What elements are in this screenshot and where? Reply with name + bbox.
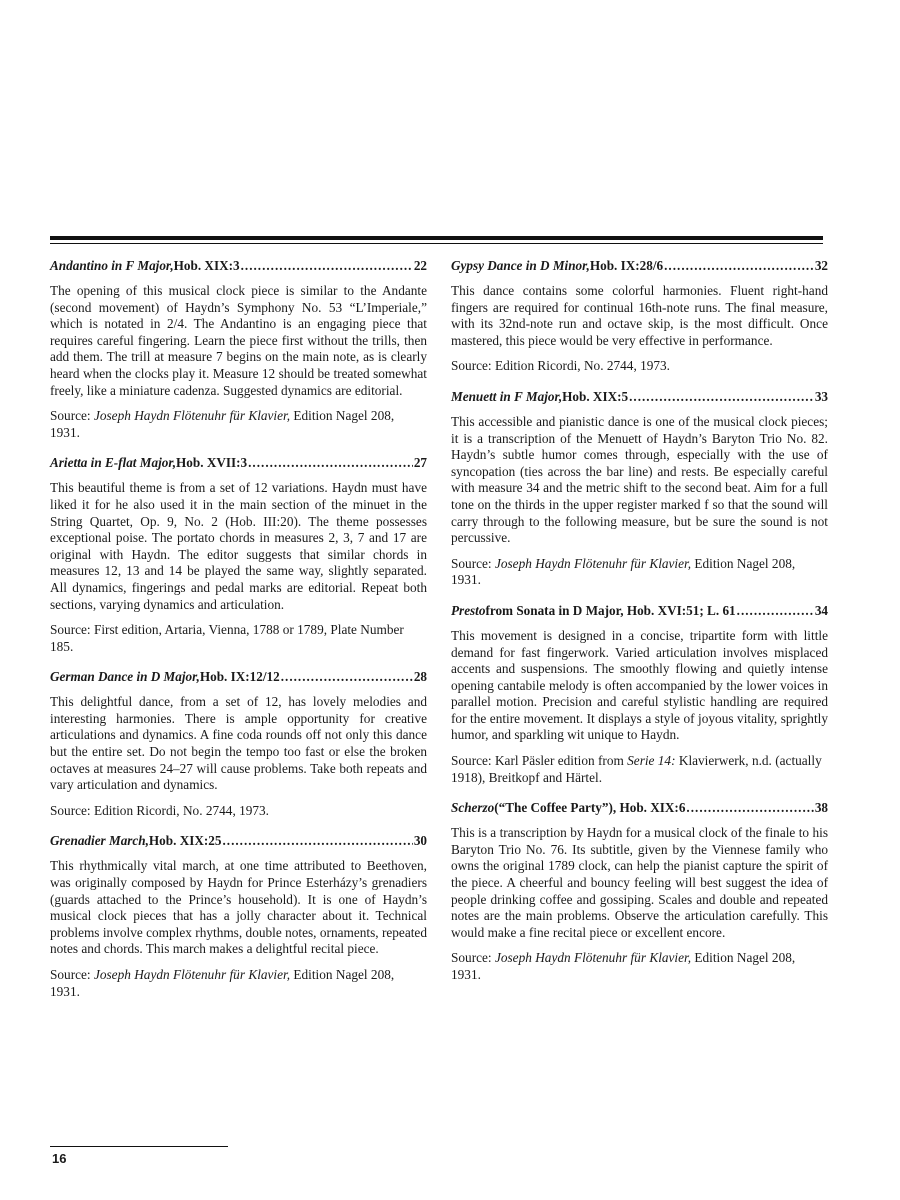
top-rule-thin (50, 243, 823, 244)
source-rest: Edition Nagel 208, 1931. (50, 408, 395, 440)
entry-heading (451, 800, 828, 816)
source-prefix: Source: (451, 555, 495, 571)
entry-heading (50, 455, 427, 471)
entry-page-number: 28 (413, 669, 427, 685)
dot-leader (686, 800, 813, 816)
source-prefix: Source: Edition Ricordi, No. 2744, 1973. (451, 358, 671, 374)
entry-title-italic: Presto (451, 602, 486, 618)
entry-page-number: 34 (814, 602, 828, 618)
entry-heading (451, 258, 828, 274)
entry-page-number: 38 (814, 800, 828, 816)
entry-source (451, 950, 828, 983)
entry-menuett (451, 389, 828, 589)
entry-page-number: 22 (413, 258, 427, 273)
entry-title-italic: Grenadier March, (50, 833, 149, 849)
entry-heading (451, 603, 828, 619)
entry-title-rest: Hob. IX:12/12 (199, 669, 280, 685)
entry-presto (451, 603, 828, 786)
entry-title-italic: Andantino in F Major, (50, 258, 174, 273)
page-number: 16 (52, 1151, 67, 1166)
entry-title-italic: Scherzo (451, 800, 495, 816)
entry-arietta (50, 455, 427, 655)
source-italic: Serie 14: (627, 753, 676, 769)
source-prefix: Source: Karl Päsler edition from (451, 753, 628, 769)
entry-title-rest: Hob. XIX:25 (148, 833, 222, 849)
entry-andantino (50, 258, 427, 441)
source-italic: Joseph Haydn Flötenuhr für Klavier, (494, 950, 692, 966)
entry-title-italic: Arietta in E-flat Major, (50, 455, 177, 471)
top-rule-thick (50, 236, 823, 240)
entry-grenadier-march (50, 833, 427, 1000)
entry-description: The opening of this musical clock piece is similar to the Andante (second movement) of Haydn’s Symphony No. 53 “L’Imperiale,” which is notated in 2/4. The Andantino is an engaging piece that requires careful fingering. Learn the piece first without the trills, then add them. The trill at measure 7 begins on the main note, as is clearly heard when the clocks play it. Measure 12 should be treated somewhat freely, like a miniature cadenza. Suggested dynamics are editorial. (50, 283, 427, 398)
source-rest: Edition Nagel 208, 1931. (50, 967, 395, 999)
entry-gypsy-dance (451, 258, 828, 375)
right-column (451, 258, 828, 998)
entry-description: This beautiful theme is from a set of 12 variations. Haydn must have liked it for he also used it in the main section of the minuet in the String Quartet, Op. 9, No. 2 (Hob. III:20). The theme possesses exceptional poise. The portato chords in measures 2, 3, 7 and 17 are original with Haydn. The editor suggests that similar chords in measures 12, 13 and 14 be played the same way, slightly separated. All dynamics, fingerings and pedal marks are editorial. Repeat both sections, varying dynamics and articulation. (50, 480, 427, 612)
entry-source (50, 803, 427, 820)
entry-title-rest: Hob. IX:28/6 (589, 258, 664, 273)
entry-description: This dance contains some colorful harmonies. Fluent right-hand fingers are required for continual 16th-note runs. The final measure, with its 32nd-note run and octave skip, is the most difficult. Once mastered, this piece would be very effective in performance. (451, 283, 828, 348)
source-italic: Joseph Haydn Flötenuhr für Klavier, (93, 408, 291, 424)
entry-page-number: 30 (413, 833, 427, 849)
entry-source (50, 622, 427, 655)
dot-leader (281, 669, 413, 685)
source-prefix: Source: (50, 408, 94, 424)
entry-heading (50, 669, 427, 685)
entry-page-number: 27 (413, 455, 427, 471)
entry-title-rest: (“The Coffee Party”), Hob. XIX:6 (494, 800, 686, 816)
dot-leader (241, 258, 413, 274)
source-prefix: Source: (50, 967, 94, 982)
entry-page-number: 33 (814, 388, 828, 404)
dot-leader (222, 833, 412, 849)
entry-scherzo (451, 800, 828, 983)
entry-description: This delightful dance, from a set of 12, has lovely melodies and interesting harmonies. There is ample opportunity for creative articulations and dynamics. A fine coda rounds off not only this dance but the entire set. Do not begin the tempo too fast or else the broken octaves at measures 24–27 will cause problems. Take both repeats and vary articulation and dynamics. (50, 694, 427, 793)
source-prefix: Source: Edition Ricordi, No. 2744, 1973. (50, 802, 270, 818)
source-rest: Klavierwerk, n.d. (actually 1918), Breitkopf and Härtel. (451, 753, 822, 785)
entry-source (451, 556, 828, 589)
dot-leader (248, 455, 413, 471)
entry-description: This is a transcription by Haydn for a musical clock of the finale to his Baryton Trio No. 76. Its subtitle, given by the Viennese family who owns the original 1789 clock, can help the pianist capture the spirit of the piece. A cheerful and bouncy feeling will best suggest the idea of people drinking coffee and gossiping. Scales and double and repeated notes are the main problems. Observe the articulation carefully. This would make a fine recital piece or excellent encore. (451, 825, 828, 940)
footer-rule (50, 1146, 228, 1147)
source-prefix: Source: First edition, Artaria, Vienna, 1788 or 1789, Plate Number 185. (50, 622, 404, 654)
entry-title-rest: Hob. XIX:3 (173, 258, 240, 273)
entry-heading (451, 389, 828, 405)
entry-title-rest: Hob. XIX:5 (562, 388, 629, 404)
entry-page-number: 32 (814, 258, 828, 273)
left-column (50, 258, 427, 1014)
entry-title-rest: Hob. XVII:3 (176, 455, 248, 471)
entry-source (50, 967, 427, 1000)
dot-leader (629, 389, 814, 405)
entry-description: This movement is designed in a concise, tripartite form with little demand for fast fingerwork. Varied articulation involves misplaced accents and suspensions. The smoothly flowing and quietly intense opening cantabile melody is often accompanied by the lower voices in parallel motion. Precision and careful stylistic handling are required for the entire movement. It displays a style of joyous vitality, sprightly humor, and sparkling wit unique to Haydn. (451, 627, 828, 743)
entry-title-italic: German Dance in D Major, (50, 669, 200, 685)
source-rest: Edition Nagel 208, 1931. (451, 950, 796, 982)
entry-heading (50, 258, 427, 274)
dot-leader (737, 603, 814, 619)
source-italic: Joseph Haydn Flötenuhr für Klavier, (494, 555, 692, 571)
entry-source (451, 358, 828, 375)
source-prefix: Source: (451, 950, 495, 966)
dot-leader (664, 258, 814, 274)
source-italic: Joseph Haydn Flötenuhr für Klavier, (93, 967, 291, 982)
entry-description: This rhythmically vital march, at one time attributed to Beethoven, was originally composed by Haydn for Prince Esterházy’s grenadiers (guards attached to the Prince’s household). It is one of Haydn’s musical clock pieces that has a jolly character about it. Technical problems involve complex rhythms, double notes, ornaments, repeated notes and chords. This march makes a delightful recital piece. (50, 858, 427, 957)
entry-title-italic: Menuett in F Major, (451, 388, 563, 404)
entry-source (50, 408, 427, 441)
source-rest: Edition Nagel 208, 1931. (451, 555, 796, 588)
entry-source (451, 753, 828, 786)
entry-heading (50, 833, 427, 849)
entry-title-italic: Gypsy Dance in D Minor, (451, 258, 590, 273)
entry-description: This accessible and pianistic dance is one of the musical clock pieces; it is a transcription of the Menuett of Haydn’s Baryton Trio No. 82. Haydn’s subtle humor comes through, especially with the use of syncopation (ties across the bar line) and rests. Be especially careful with measure 34 and the metric shift to the second beat. Aim for a full tone on the thirds in the upper register marked f so that the sound will carry through to the following measure, but be sure the sound is not percussive. (451, 413, 828, 546)
entry-german-dance (50, 669, 427, 819)
entry-title-rest: from Sonata in D Major, Hob. XVI:51; L. 61 (485, 602, 736, 618)
